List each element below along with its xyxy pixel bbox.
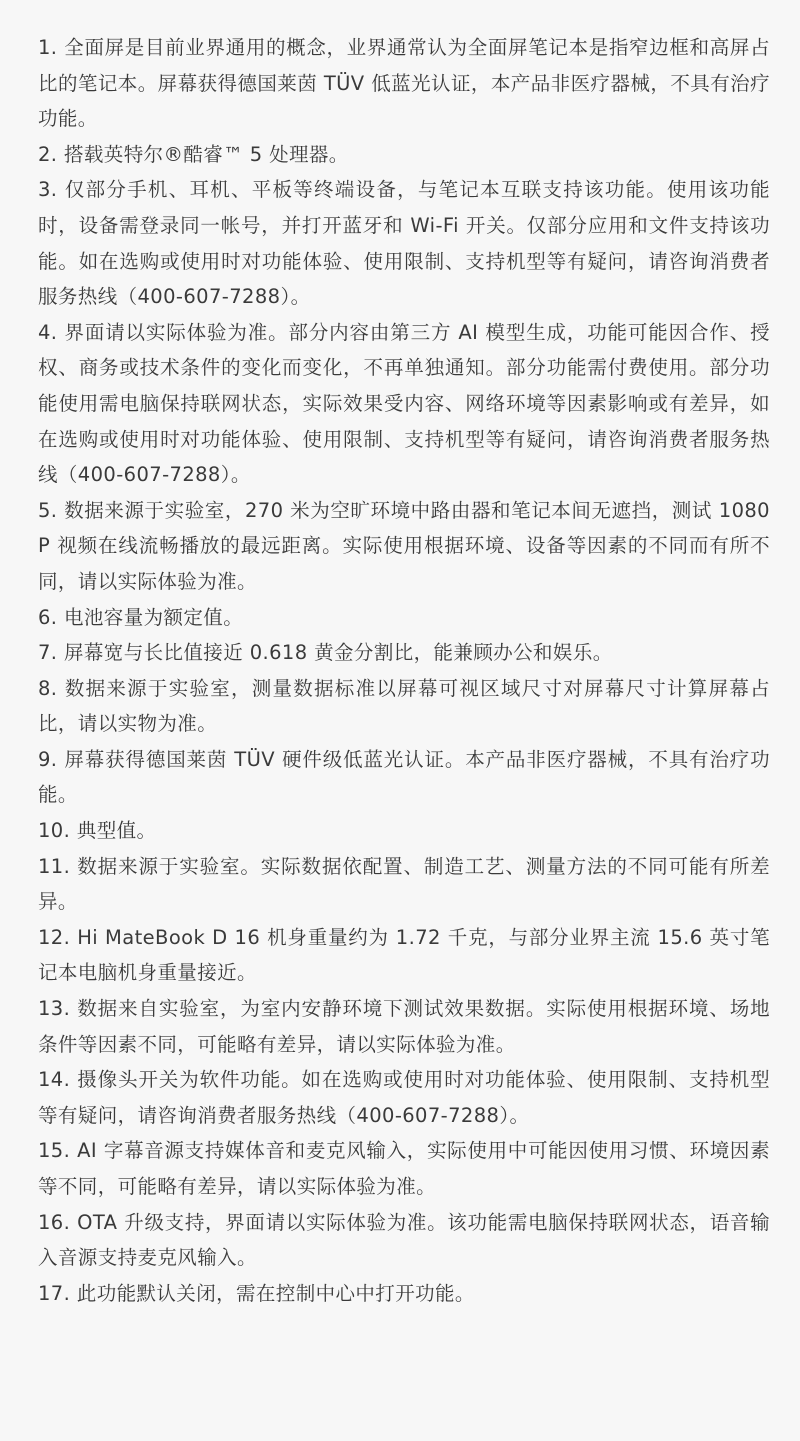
footnote-14: 14. 摄像头开关为软件功能。如在选购或使用时对功能体验、使用限制、支持机型等有疑问，请咨询消费者服务热线（400-607-7288）。 [38, 1068, 770, 1127]
footnotes-list [38, 30, 770, 1311]
footnote-15: 15. AI 字幕音源支持媒体音和麦克风输入，实际使用中可能因使用习惯、环境因素等不同，可能略有差异，请以实际体验为准。 [38, 1139, 770, 1198]
footnote-16: 16. OTA 升级支持，界面请以实际体验为准。该功能需电脑保持联网状态，语音输入音源支持麦克风输入。 [38, 1210, 770, 1270]
footnote-8: 8. 数据来源于实验室，测量数据标准以屏幕可视区域尺寸对屏幕尺寸计算屏幕占比，请以实物为准。 [38, 676, 770, 736]
footnote-9: 9. 屏幕获得德国莱茵 TÜV 硬件级低蓝光认证。本产品非医疗器械，不具有治疗功能。 [38, 747, 770, 807]
footnote-1: 1. 全面屏是目前业界通用的概念，业界通常认为全面屏笔记本是指窄边框和高屏占比的笔记本。屏幕获得德国莱茵 TÜV 低蓝光认证，本产品非医疗器械，不具有治疗功能。 [38, 36, 770, 131]
footnote-7: 7. 屏幕宽与长比值接近 0.618 黄金分割比，能兼顾办公和娱乐。 [38, 641, 613, 665]
footnote-3: 3. 仅部分手机、耳机、平板等终端设备，与笔记本互联支持该功能。使用该功能时，设备需登录同一帐号，并打开蓝牙和 Wi-Fi 开关。仅部分应用和文件支持该功能。如在选购或使用时对功能体验、使用限制、支持机型等有疑问，请咨询消费者服务热线（400-607-7288）。 [38, 178, 770, 309]
footnote-13: 13. 数据来自实验室，为室内安静环境下测试效果数据。实际使用根据环境、场地条件等因素不同，可能略有差异，请以实际体验为准。 [38, 997, 770, 1056]
footnote-10: 10. 典型值。 [38, 819, 157, 843]
footnote-17: 17. 此功能默认关闭，需在控制中心中打开功能。 [38, 1281, 475, 1305]
footnote-5: 5. 数据来源于实验室，270 米为空旷环境中路由器和笔记本间无遮挡，测试 1080P 视频在线流畅播放的最远距离。实际使用根据环境、设备等因素的不同而有所不同，请以实际体验为准。 [38, 498, 770, 593]
footnote-6: 6. 电池容量为额定值。 [38, 605, 244, 629]
footnote-4: 4. 界面请以实际体验为准。部分内容由第三方 AI 模型生成，功能可能因合作、授权、商务或技术条件的变化而变化，不再单独通知。部分功能需付费使用。部分功能使用需电脑保持联网状态，实际效果受内容、网络环境等因素影响或有差异，如在选购或使用时对功能体验、使用限制、支持机型等有疑问，请咨询消费者服务热线（400-607-7288）。 [38, 320, 770, 487]
footnote-11: 11. 数据来源于实验室。实际数据依配置、制造工艺、测量方法的不同可能有所差异。 [38, 854, 770, 914]
footnote-2: 2. 搭载英特尔®酷睿™ 5 处理器。 [38, 142, 349, 166]
footnote-12: 12. Hi MateBook D 16 机身重量约为 1.72 千克，与部分业界主流 15.6 英寸笔记本电脑机身重量接近。 [38, 925, 770, 985]
